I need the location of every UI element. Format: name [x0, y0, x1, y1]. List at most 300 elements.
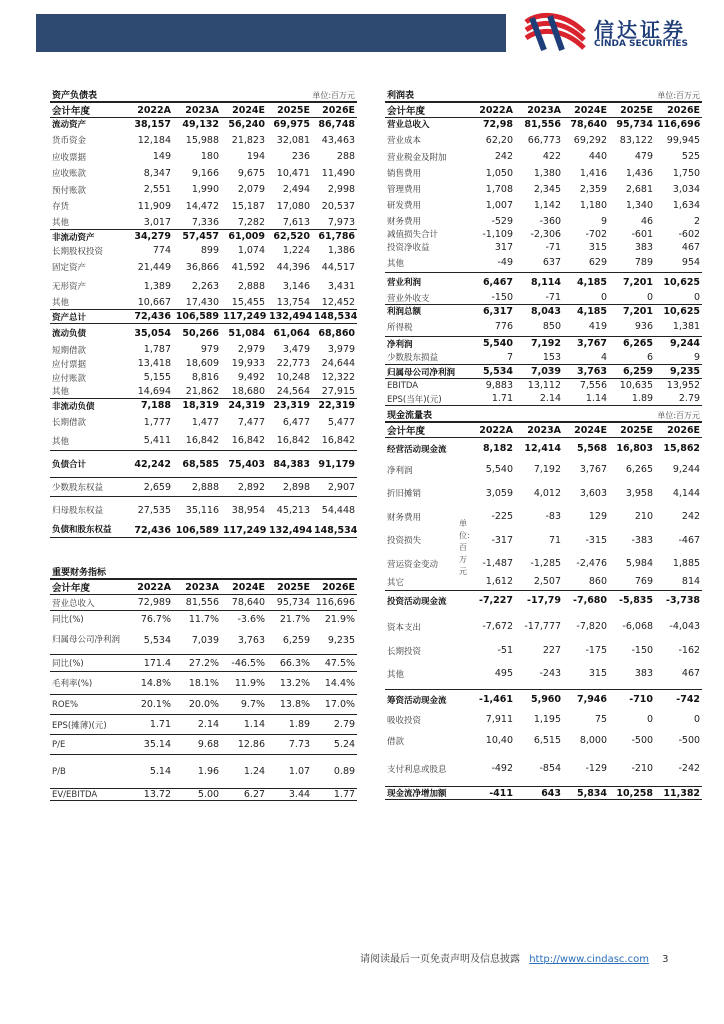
row-value: 38,157 — [134, 118, 171, 130]
table-row — [50, 310, 357, 324]
row-value: 8,043 — [515, 305, 563, 318]
row-value: -1,461 — [467, 690, 515, 710]
row-value: -51 — [497, 645, 513, 656]
row-value: -1,285 — [530, 558, 562, 569]
row-value: 13,418 — [137, 358, 171, 369]
table-row — [385, 527, 702, 554]
row-value: 9,244 — [655, 337, 702, 351]
row-label: 非流动资产 — [50, 230, 125, 244]
row-value: 61,786 — [312, 230, 357, 244]
table-row — [385, 292, 702, 305]
row-value: 23,319 — [267, 399, 312, 413]
row-value: 860 — [588, 576, 608, 588]
row-value: 21.7% — [267, 611, 312, 628]
row-value: -162 — [678, 645, 701, 656]
row-value: 1.89 — [609, 393, 655, 406]
row-value: 7,039 — [515, 365, 563, 379]
row-label: 存货 — [52, 202, 70, 212]
disclaimer-text: 请阅读最后一页免责声明及信息披露 — [360, 954, 520, 965]
row-value: -7,227 — [467, 591, 515, 611]
row-value: 61,064 — [267, 324, 312, 343]
row-value: 75 — [594, 714, 608, 725]
row-value: 210 — [634, 511, 654, 522]
table-row — [50, 371, 357, 385]
row-value: 7,556 — [563, 379, 609, 393]
table-row — [385, 787, 702, 800]
row-label: 同比(%) — [50, 655, 125, 672]
table-row — [50, 324, 357, 343]
row-value: 20,537 — [321, 200, 356, 212]
row-value: 42,242 — [125, 451, 173, 478]
row-label: 利润总额 — [385, 305, 467, 318]
row-label: EPS(摊薄)(元) — [50, 715, 125, 735]
table-row — [50, 343, 357, 357]
row-label: 其它 — [387, 577, 405, 588]
row-value: 383 — [634, 241, 654, 253]
table-row — [385, 752, 702, 787]
row-value: 10,258 — [609, 787, 655, 800]
row-value: 56,240 — [228, 118, 266, 130]
row-value: 1.24 — [221, 755, 267, 789]
row-value: 479 — [634, 151, 654, 162]
row-value: 1,787 — [143, 344, 171, 355]
row-value: 20.0% — [173, 695, 221, 715]
row-value: 10,667 — [137, 296, 171, 308]
column-header-label: 会计年度 — [385, 102, 467, 118]
row-value: 2,079 — [237, 184, 266, 195]
row-value: 6,515 — [533, 735, 562, 746]
row-label: 筹资活动现金流 — [385, 690, 467, 710]
table-row — [50, 244, 357, 258]
row-label: EV/EBITDA — [50, 789, 125, 801]
row-label: 预付账款 — [52, 185, 87, 196]
row-value: -49 — [497, 257, 513, 269]
row-value: 1,381 — [672, 321, 701, 333]
table-row — [50, 611, 357, 628]
column-header-year: 2025E — [609, 102, 655, 118]
row-value: 21,862 — [185, 385, 220, 397]
row-value: 315 — [588, 668, 608, 680]
row-label: 无形资产 — [52, 282, 87, 292]
row-value: 47.5% — [312, 655, 357, 672]
row-label: 投资损失 — [387, 536, 422, 546]
row-value: 2,263 — [191, 280, 220, 292]
row-value: 34,279 — [125, 230, 173, 244]
row-value: 789 — [634, 257, 654, 269]
row-value: 6,317 — [467, 305, 515, 318]
row-value: 899 — [200, 245, 220, 256]
row-label: 长期投资 — [387, 646, 422, 657]
row-label: 净利润 — [385, 337, 467, 351]
row-value: 1,885 — [672, 558, 701, 569]
row-label: 流动资产 — [52, 120, 87, 131]
row-value: 1.71 — [467, 393, 515, 406]
table-row — [50, 735, 357, 755]
row-value: 6.27 — [221, 789, 267, 801]
row-value: 9,235 — [655, 365, 702, 379]
row-value: -3,738 — [655, 591, 702, 611]
row-value: 116,696 — [315, 597, 356, 608]
row-value: 2,345 — [533, 183, 562, 195]
row-value: 16,842 — [321, 435, 356, 447]
table-title-row — [385, 408, 702, 422]
row-value: 38,954 — [221, 497, 267, 524]
row-value: 422 — [542, 151, 562, 162]
row-value: 18,319 — [173, 399, 221, 413]
row-value: 12,184 — [137, 134, 171, 146]
row-value: -702 — [585, 228, 608, 240]
row-value: 17.0% — [312, 695, 357, 715]
table-row — [50, 197, 357, 216]
column-header-year: 2023A — [515, 422, 563, 438]
table-row — [385, 305, 702, 318]
row-value: 24,644 — [321, 358, 356, 369]
column-header-year: 2024E — [221, 579, 267, 595]
row-value: 9 — [600, 215, 608, 227]
row-value: 9,244 — [672, 464, 701, 475]
row-value: 15,862 — [663, 443, 701, 455]
row-label: 吸收投资 — [387, 715, 422, 726]
row-value: 5,960 — [515, 690, 563, 710]
row-value: 495 — [494, 668, 513, 680]
row-value: 44,517 — [321, 261, 356, 273]
row-value: 11.7% — [173, 611, 221, 628]
row-label: P/B — [50, 755, 125, 789]
table-title: 现金流量表 — [387, 411, 433, 421]
row-value: 3,034 — [672, 183, 701, 195]
row-label: 流动负债 — [50, 324, 125, 343]
table-row — [50, 695, 357, 715]
table-row — [385, 591, 702, 611]
row-label: 其他 — [387, 258, 405, 269]
row-value: 1,612 — [485, 576, 513, 588]
row-value: 3,603 — [579, 487, 608, 499]
row-value: 27,915 — [321, 385, 356, 397]
row-value: 86,748 — [318, 118, 356, 130]
row-value: 15,187 — [231, 200, 266, 212]
row-value: 5.00 — [173, 789, 221, 801]
row-value: 10,40 — [485, 735, 513, 746]
table-row — [50, 399, 357, 413]
logo-name-en: CINDA SECURITIES — [594, 39, 688, 49]
row-value: 9.68 — [173, 735, 221, 755]
row-value: 180 — [200, 151, 220, 162]
row-value: 1.14 — [563, 393, 609, 406]
row-value: 769 — [634, 576, 654, 588]
row-value: -243 — [539, 668, 562, 680]
row-value: 7,911 — [485, 714, 513, 725]
row-value: 1,416 — [579, 167, 608, 179]
page-footer — [360, 950, 690, 965]
row-value: 2,898 — [267, 478, 312, 497]
table-row — [385, 574, 702, 591]
row-value: 72,989 — [137, 597, 171, 608]
row-label: 其他 — [52, 387, 70, 398]
table-row — [385, 393, 702, 406]
row-value: 66,773 — [527, 134, 562, 146]
table-row — [50, 357, 357, 371]
table-row — [385, 710, 702, 730]
table-row — [50, 628, 357, 655]
table-row — [385, 480, 702, 507]
table-title-row — [50, 88, 357, 102]
row-value: 84,383 — [267, 451, 312, 478]
row-value: 116,696 — [657, 118, 701, 130]
table-row — [50, 118, 357, 131]
row-value: 21.9% — [312, 611, 357, 628]
table-title-row — [50, 518, 357, 579]
row-value: 954 — [681, 257, 701, 269]
row-value: 1,386 — [327, 245, 356, 256]
row-value: 2.14 — [173, 715, 221, 735]
row-value: -71 — [545, 292, 562, 304]
row-value: 1,050 — [485, 167, 513, 179]
row-value: 76.7% — [125, 611, 173, 628]
column-header-label: 会计年度 — [50, 579, 125, 595]
column-header-label: 会计年度 — [50, 102, 125, 118]
row-value: 7,192 — [515, 337, 563, 351]
cash-flow-table — [385, 408, 702, 800]
row-value: 227 — [542, 645, 562, 656]
row-value: 0 — [694, 292, 701, 304]
table-row — [385, 643, 702, 659]
row-label: 归母股东权益 — [50, 497, 125, 524]
row-label: 营运资金变动 — [387, 559, 439, 570]
row-value: 8,182 — [482, 443, 513, 455]
header-bar — [36, 14, 506, 52]
row-value: -83 — [545, 511, 562, 522]
row-value: -710 — [609, 690, 655, 710]
table-row — [385, 131, 702, 150]
row-value: 2 — [694, 215, 701, 227]
row-value: -601 — [631, 228, 654, 240]
row-value: 72,436 — [125, 524, 173, 538]
row-value: 83,122 — [619, 134, 654, 146]
row-value: 8,816 — [191, 372, 220, 383]
row-value: -854 — [539, 763, 562, 775]
row-label: 归属母公司净利润 — [52, 635, 121, 646]
row-value: 9,492 — [237, 372, 266, 383]
row-value: 11,909 — [137, 200, 171, 212]
row-value: 7,477 — [237, 416, 266, 428]
row-value: 44,396 — [276, 261, 311, 273]
row-value: 2,551 — [143, 184, 171, 195]
row-value: 12,414 — [524, 443, 562, 455]
page-number: 3 — [662, 954, 669, 965]
row-value: 69,975 — [273, 118, 311, 130]
row-label: 借款 — [387, 736, 405, 747]
row-value: 6,467 — [467, 273, 515, 292]
row-value: 18,680 — [231, 385, 266, 397]
row-label: 投资净收益 — [387, 243, 430, 253]
row-value: 24,564 — [276, 385, 311, 397]
row-value: 68,585 — [173, 451, 221, 478]
row-value: 14.4% — [312, 672, 357, 695]
column-header-year: 2025E — [267, 102, 312, 118]
row-value: 50,266 — [173, 324, 221, 343]
row-value: -742 — [655, 690, 702, 710]
row-value: 66.3% — [267, 655, 312, 672]
row-value: 629 — [588, 257, 608, 269]
row-value: 3,958 — [625, 487, 654, 499]
row-value: -46.5% — [221, 655, 267, 672]
row-value: 10,471 — [276, 167, 311, 179]
row-value: 5,411 — [143, 435, 171, 447]
row-value: -17,777 — [524, 621, 562, 632]
row-value: 2,979 — [237, 344, 266, 355]
row-value: 148,534 — [314, 311, 358, 322]
row-value: 317 — [494, 241, 513, 253]
column-header-year: 2023A — [515, 102, 563, 118]
row-value: 9,883 — [467, 379, 515, 393]
row-value: 148,534 — [314, 524, 358, 536]
row-value: 10,625 — [655, 305, 702, 318]
row-value: 15,988 — [185, 134, 220, 146]
row-value: 6,259 — [282, 635, 311, 647]
row-value: 1,389 — [143, 280, 171, 292]
row-label: 固定资产 — [52, 263, 87, 273]
row-label: 所得税 — [387, 322, 413, 333]
table-row — [385, 273, 702, 292]
row-value: -150 — [491, 292, 513, 304]
row-value: 35,116 — [173, 497, 221, 524]
row-value: 41,592 — [231, 261, 266, 273]
row-label: 非流动负债 — [50, 399, 125, 413]
table-row — [385, 438, 702, 460]
row-value: 814 — [681, 576, 701, 588]
table-row — [50, 672, 357, 695]
row-value: 1,224 — [282, 245, 311, 256]
row-value: -242 — [678, 763, 701, 775]
row-value: 7,039 — [191, 635, 220, 647]
row-value: 5,834 — [563, 787, 609, 800]
row-value: -3.6% — [221, 611, 267, 628]
row-value: 61,009 — [221, 230, 267, 244]
row-value: 4,185 — [563, 305, 609, 318]
row-value: 11,490 — [321, 167, 356, 179]
table-header-row — [50, 579, 357, 595]
column-header-year: 2025E — [609, 422, 655, 438]
row-value: 2,681 — [625, 183, 654, 195]
row-value: 440 — [588, 151, 608, 162]
row-label: 减值损失合计 — [387, 230, 439, 240]
table-row — [385, 460, 702, 480]
table-row — [50, 432, 357, 451]
row-value: 12,452 — [321, 296, 356, 308]
row-value: 24,319 — [221, 399, 267, 413]
row-value: 0 — [646, 714, 654, 725]
row-value: 35,054 — [125, 324, 173, 343]
row-label: 其他 — [52, 298, 70, 309]
table-row — [50, 230, 357, 244]
table-unit: 单位:百万元 — [459, 519, 470, 576]
table-row — [385, 228, 702, 241]
row-label: 财务费用 — [387, 217, 422, 227]
table-row — [50, 715, 357, 735]
row-label: EBITDA — [385, 379, 467, 393]
table-row — [385, 215, 702, 228]
row-value: 27,535 — [125, 497, 173, 524]
row-value: 10,248 — [276, 372, 311, 383]
row-value: 9,166 — [191, 167, 220, 179]
row-value: 78,640 — [570, 118, 608, 130]
table-unit: 单位:百万元 — [312, 91, 356, 100]
row-value: 4 — [600, 351, 608, 363]
row-value: 5,984 — [625, 558, 654, 569]
row-value: 3,763 — [563, 365, 609, 379]
row-value: 2.14 — [515, 393, 563, 406]
row-value: 71 — [548, 534, 562, 546]
row-value: 117,249 — [223, 524, 267, 536]
row-value: 3,767 — [579, 464, 608, 475]
row-value: 95,734 — [276, 597, 311, 608]
row-value: 7,336 — [191, 216, 220, 228]
row-value: 2,359 — [579, 183, 608, 195]
table-row — [385, 690, 702, 710]
row-label: 其他 — [387, 669, 405, 680]
column-header-year: 2026E — [655, 102, 702, 118]
row-value: 1,007 — [485, 199, 513, 211]
row-value: 15,455 — [231, 296, 266, 308]
row-label: 现金流净增加额 — [385, 787, 467, 800]
table-row — [50, 413, 357, 432]
row-value: -492 — [491, 763, 513, 775]
table-row — [50, 451, 357, 478]
row-value: 51,084 — [221, 324, 267, 343]
website-link[interactable]: http://www.cindasc.com — [529, 954, 649, 965]
row-value: 6,265 — [625, 464, 654, 475]
row-value: 78,640 — [231, 597, 266, 608]
row-label: 同比(%) — [50, 611, 125, 628]
row-value: 46 — [640, 215, 654, 227]
table-header-row — [385, 422, 702, 438]
row-value: 6,477 — [282, 416, 311, 428]
row-value: 3,017 — [143, 216, 171, 228]
row-value: -150 — [631, 645, 654, 656]
row-value: 13,112 — [515, 379, 563, 393]
row-value: 1,777 — [143, 416, 171, 428]
row-label: 资本支出 — [387, 622, 422, 633]
row-value: 21,449 — [137, 261, 171, 273]
column-header-year: 2026E — [655, 422, 702, 438]
row-value: 21,823 — [231, 134, 266, 146]
row-value: -602 — [678, 228, 701, 240]
row-value: 467 — [681, 241, 701, 253]
row-value: 5.14 — [125, 755, 173, 789]
row-value: 22,319 — [312, 399, 357, 413]
table-title: 资产负债表 — [52, 91, 98, 101]
row-value: 106,589 — [173, 310, 221, 324]
row-value: 11,382 — [655, 787, 702, 800]
row-label: 长期股权投资 — [52, 246, 104, 257]
row-label: 投资活动现金流 — [385, 591, 467, 611]
row-value: 1,990 — [191, 184, 220, 195]
table-row — [50, 183, 357, 197]
row-value: 99,945 — [666, 134, 701, 146]
row-value: 1.77 — [312, 789, 357, 801]
row-value: 1,380 — [533, 167, 562, 179]
column-header-year: 2022A — [125, 102, 173, 118]
row-value: 72,98 — [482, 118, 513, 130]
row-value: 49,132 — [182, 118, 220, 130]
row-value: 3,431 — [327, 280, 356, 292]
row-value: 16,803 — [616, 443, 654, 455]
row-value: 419 — [588, 321, 608, 333]
row-label: 毛利率(%) — [50, 672, 125, 695]
row-value: 3,146 — [282, 280, 311, 292]
row-value: 13,952 — [655, 379, 702, 393]
row-value: -7,820 — [576, 621, 608, 632]
